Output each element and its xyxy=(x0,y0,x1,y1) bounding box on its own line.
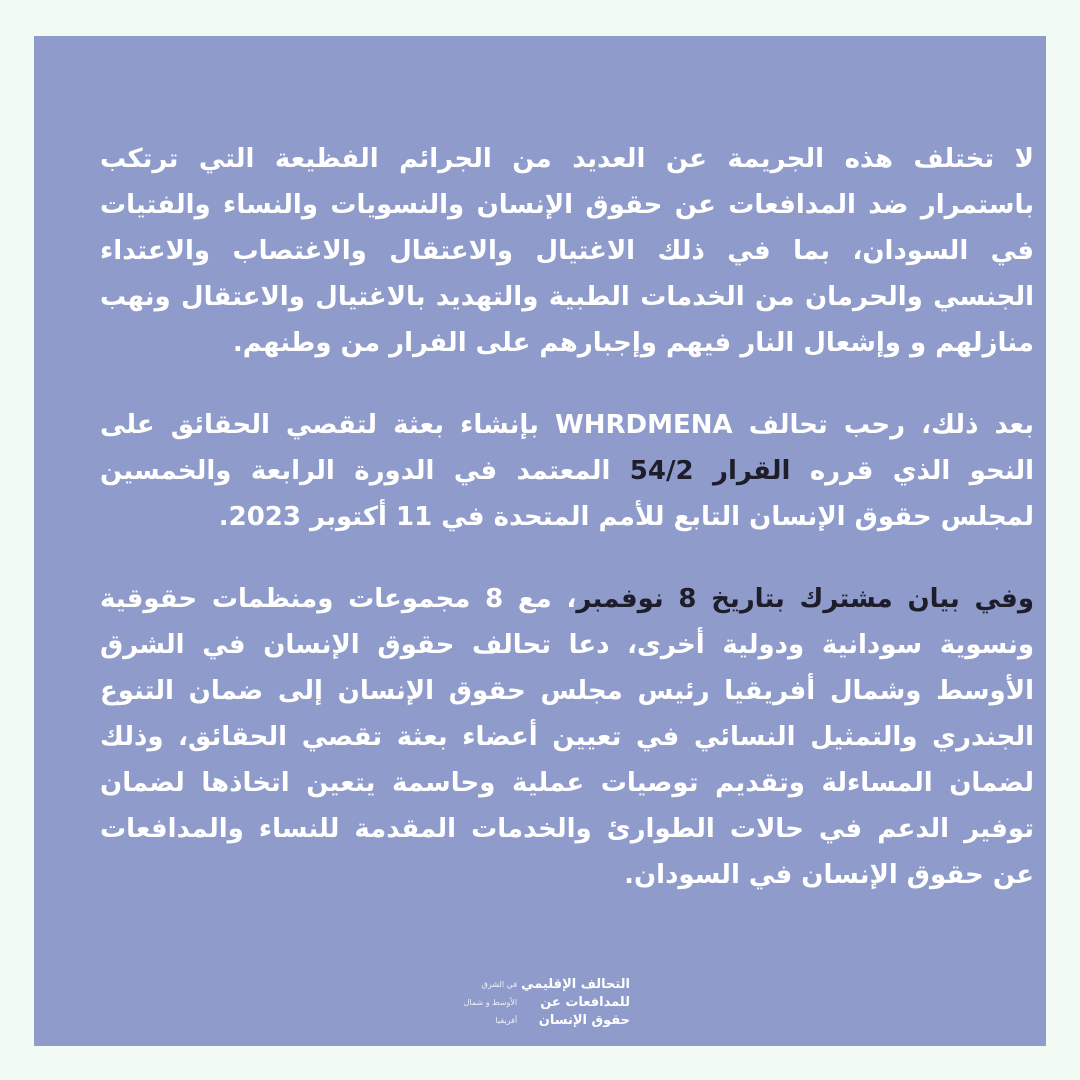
logo-line-1: التحالف الإقليمي xyxy=(521,977,630,992)
coalition-logo xyxy=(452,976,630,1034)
logo-sub-2 xyxy=(464,994,517,1012)
logo-line-3: حقوق الإنسان xyxy=(538,1013,630,1028)
paragraph-1: لا تختلف هذه الجريمة عن العديد من الجرائم الفظيعة التي ترتكب باستمرار ضد المدافعات عن حقوق الإنسان والنسويات والنساء والفتيات في السودان، بما في ذلك الاغتيال والاعتقال والاغتصاب والاعتداء الجنسي والحرمان من الخدمات الطبية والتهديد بالاغتيال والاعتقال ونهب منازلهم و وإشعال النار فيهم وإجبارهم على الفرار من وطنهم. xyxy=(100,144,1034,358)
paragraph-2 xyxy=(100,402,1034,540)
logo-main-text xyxy=(521,976,630,1034)
logo-sub-4: أفريقيا xyxy=(495,1016,518,1025)
paragraph-2-start: بعد ذلك، رحب تحالف WHRDMENA بإنشاء بعثة لتقصي الحقائق على النحو الذي قرره xyxy=(100,410,1034,486)
logo-sub-2a: الأوسط و xyxy=(485,998,518,1007)
paragraph-3-end: ، مع 8 مجموعات ومنظمات حقوقية ونسوية سودانية ودولية أخرى، دعا تحالف حقوق الإنسان في الشرق الأوسط وشمال أفريقيا رئيس مجلس حقوق الإنسان إلى ضمان التنوع الجندري والتمثيل النسائي في تعيين أعضاء بعثة تقصي الحقائق، وذلك لضمان المساءلة وتقديم توصيات عملية وحاسمة يتعين اتخاذها لضمان توفير الدعم في حالات الطوارئ والخدمات المقدمة للنساء والمدافعات عن حقوق الإنسان في السودان. xyxy=(100,584,1034,890)
article-body xyxy=(100,136,1034,898)
content-panel xyxy=(34,36,1046,1046)
paragraph-3 xyxy=(100,576,1034,898)
paragraph-2-end: المعتمد في الدورة الرابعة والخمسين لمجلس حقوق الإنسان التابع للأمم المتحدة في 11 أكتوبر 2023. xyxy=(100,456,1034,532)
logo-sub-3: شمال xyxy=(463,998,484,1007)
statement-highlight: وفي بيان مشترك بتاريخ 8 نوفمبر xyxy=(576,584,1034,614)
logo-sub-1: في الشرق xyxy=(481,980,518,989)
resolution-highlight: القرار 54/2 xyxy=(629,456,791,486)
logo-sub-text xyxy=(464,976,517,1034)
logo-line-2: للمدافعات عن xyxy=(540,995,630,1010)
